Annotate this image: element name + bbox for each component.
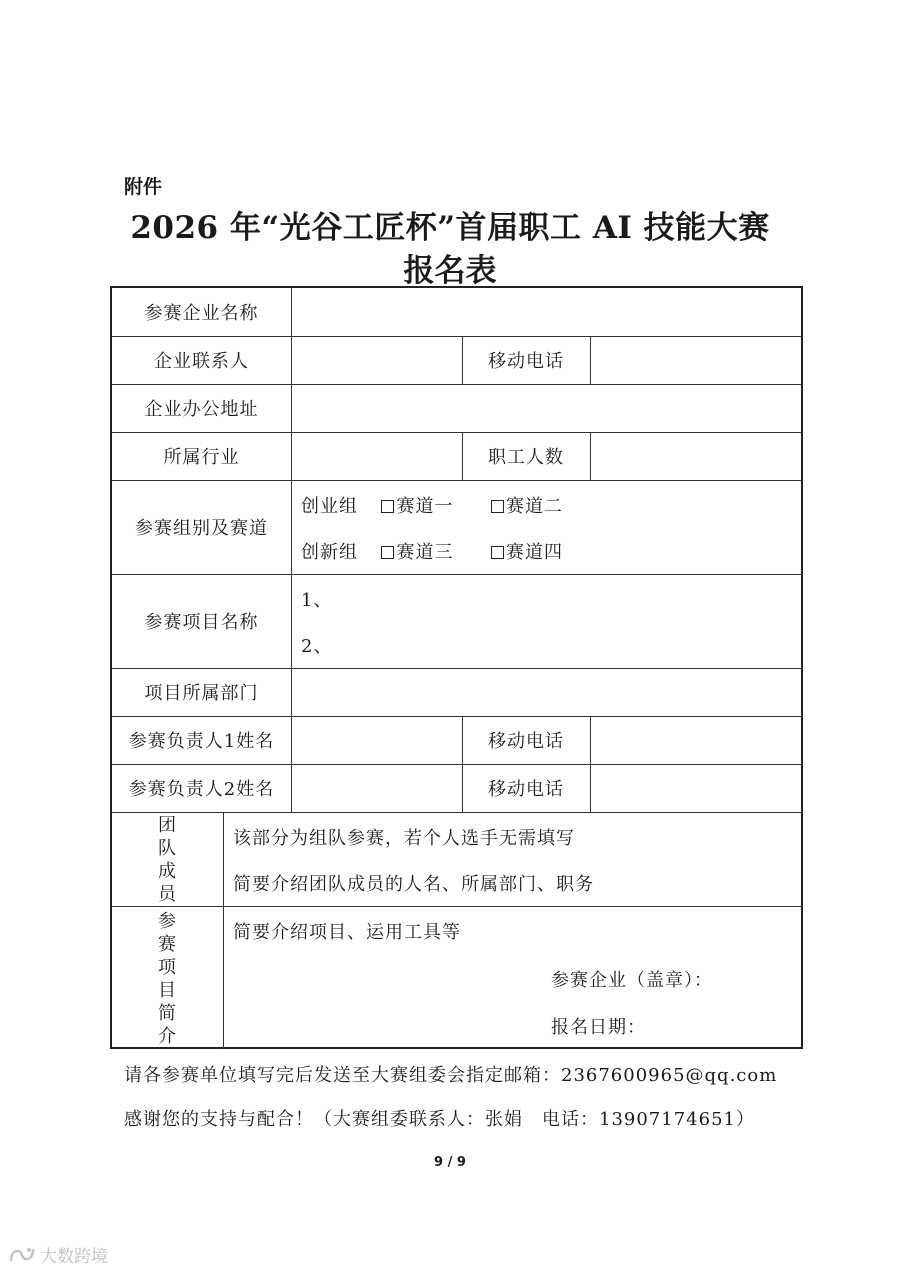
submission-instructions: 请各参赛单位填写完后发送至大赛组委会指定邮箱：2367600965@qq.com (124, 1065, 778, 1086)
company-name-field[interactable] (293, 289, 799, 335)
watermark-text: 大数跨境 (40, 1247, 108, 1267)
team-note-1[interactable]: 该部分为组队参赛，若个人选手无需填写 (233, 828, 575, 849)
department-label: 项目所属部门 (144, 683, 259, 704)
track1-option[interactable] (381, 496, 453, 517)
contact-person-field[interactable] (293, 337, 461, 383)
form-title: 2026 年“光谷工匠杯”首届职工 AI 技能大赛 (130, 210, 770, 246)
industry-field[interactable] (293, 433, 461, 479)
project-item-2[interactable]: 2、 (301, 636, 333, 657)
office-address-field[interactable] (293, 385, 799, 431)
startup-group-row (301, 492, 453, 518)
leader2-name-label: 参赛负责人2姓名 (128, 779, 275, 800)
innovation-group-row (301, 538, 453, 564)
project-intro-label (112, 908, 222, 1049)
contact-mobile-label: 移动电话 (488, 351, 564, 372)
team-label-char: 队 (158, 838, 176, 859)
team-note-2[interactable]: 简要介绍团队成员的人名、所属部门、职务 (233, 874, 594, 895)
leader1-mobile-label: 移动电话 (488, 731, 564, 752)
group-track-label: 参赛组别及赛道 (135, 518, 268, 539)
row-divider (112, 906, 801, 907)
track4-option[interactable] (491, 538, 563, 564)
company-seal-label: 参赛企业（盖章）： (551, 970, 713, 991)
intro-label-char: 赛 (158, 933, 176, 955)
track2-label: 赛道二 (506, 496, 563, 517)
attachment-label: 附件 (124, 176, 163, 198)
watermark (8, 1242, 108, 1267)
track4-checkbox[interactable] (491, 546, 504, 559)
leader2-mobile-label: 移动电话 (488, 779, 564, 800)
industry-label: 所属行业 (163, 447, 240, 468)
staff-count-field[interactable] (592, 433, 799, 479)
project-name-label: 参赛项目名称 (144, 612, 259, 633)
startup-group-label: 创业组 (301, 496, 358, 517)
innovation-group-label: 创新组 (301, 542, 358, 563)
registration-form-table (110, 286, 803, 1049)
track3-checkbox[interactable] (381, 546, 394, 559)
intro-label-char: 目 (158, 979, 176, 1001)
registration-date-label: 报名日期： (551, 1017, 646, 1038)
column-divider (590, 716, 591, 812)
track4-label: 赛道四 (506, 542, 563, 563)
leader1-mobile-field[interactable] (592, 717, 799, 763)
column-divider (223, 812, 224, 1049)
project-item-1[interactable]: 1、 (301, 590, 333, 611)
track2-option[interactable] (491, 492, 563, 518)
contact-mobile-field[interactable] (592, 337, 799, 383)
track1-label: 赛道一 (396, 496, 454, 517)
team-label-char: 员 (158, 884, 176, 905)
intro-label-char: 参 (158, 910, 176, 932)
office-address-label: 企业办公地址 (144, 399, 259, 420)
intro-label-char: 介 (158, 1025, 176, 1047)
row-divider (112, 812, 801, 813)
column-divider (291, 288, 292, 812)
form-subtitle: 报名表 (403, 253, 497, 289)
track2-checkbox[interactable] (491, 500, 504, 513)
column-divider (590, 432, 591, 480)
leader2-name-field[interactable] (293, 765, 461, 811)
team-label-char: 成 (158, 861, 176, 882)
page-number: 9 / 9 (434, 1155, 466, 1170)
column-divider (590, 336, 591, 384)
leader1-name-field[interactable] (293, 717, 461, 763)
track3-label: 赛道三 (396, 542, 454, 563)
team-members-label (112, 814, 222, 906)
track3-option[interactable] (381, 542, 453, 563)
staff-count-label: 职工人数 (488, 447, 564, 468)
department-field[interactable] (293, 669, 799, 715)
intro-label-char: 简 (158, 1002, 176, 1024)
intro-label-char: 项 (158, 956, 176, 978)
contact-person-label: 企业联系人 (154, 351, 249, 372)
company-name-label: 参赛企业名称 (144, 303, 259, 324)
watermark-logo-icon (8, 1246, 36, 1264)
track1-checkbox[interactable] (381, 500, 394, 513)
leader1-name-label: 参赛负责人1姓名 (128, 731, 275, 752)
thanks-contact-line: 感谢您的支持与配合！（大赛组委联系人：张娟 电话：13907174651） (124, 1109, 755, 1130)
team-label-char: 团 (158, 815, 176, 836)
leader2-mobile-field[interactable] (592, 765, 799, 811)
project-intro-note[interactable]: 简要介绍项目、运用工具等 (233, 922, 461, 943)
